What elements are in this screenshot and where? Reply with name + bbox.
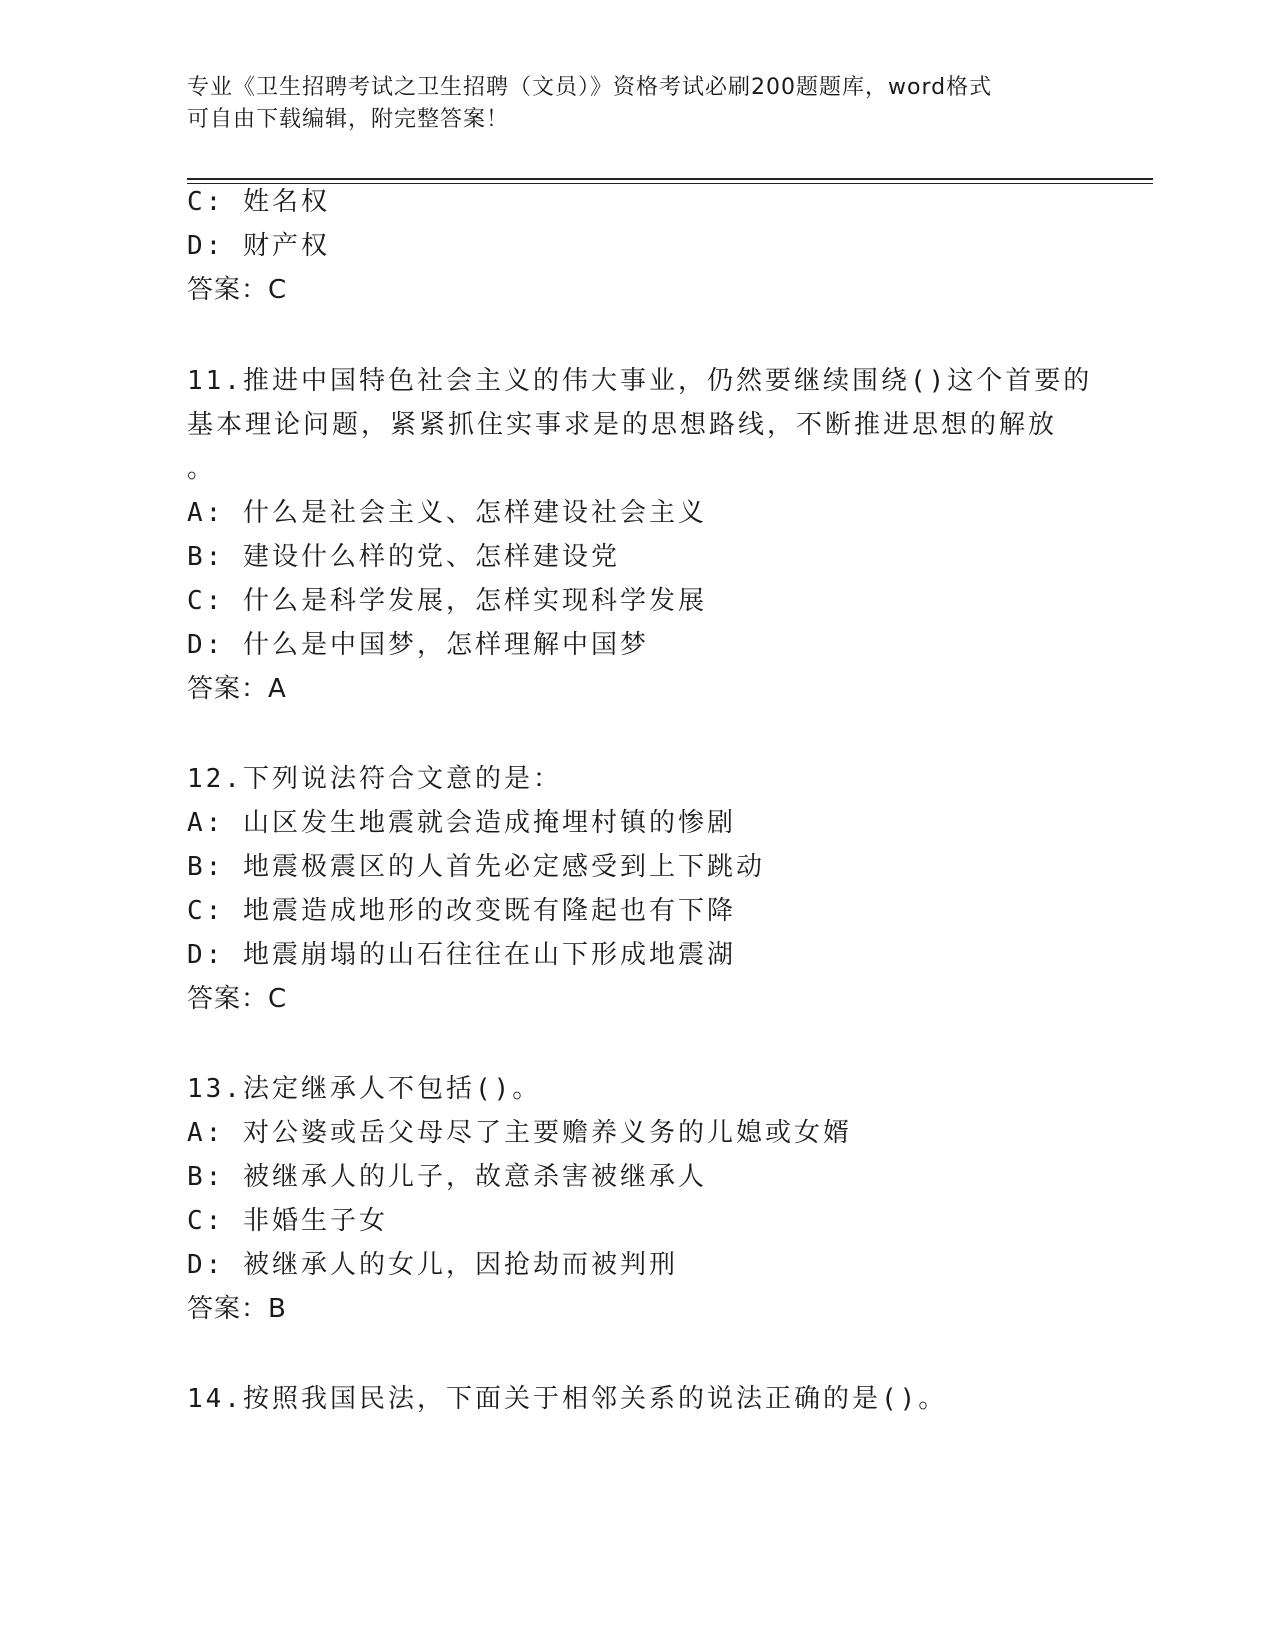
q11-stem-line-2: 基本理论问题，紧紧抓住实事求是的思想路线，不断推进思想的解放 [187,410,1058,440]
q11-answer: 答案：A [187,674,287,704]
q13-option-d: D: 被继承人的女儿，因抢劫而被判刑 [187,1250,678,1280]
q10-option-d: D: 财产权 [187,231,330,261]
q12-option-b: B: 地震极震区的人首先必定感受到上下跳动 [187,852,765,882]
q14-stem: 14.按照我国民法，下面关于相邻关系的说法正确的是()。 [187,1384,948,1414]
q11-option-b: B: 建设什么样的党、怎样建设党 [187,542,620,572]
document-header [187,72,1067,136]
q13-option-a: A: 对公婆或岳父母尽了主要赡养义务的儿媳或女婿 [187,1118,852,1148]
q13-stem: 13.法定继承人不包括()。 [187,1074,542,1104]
q12-option-d: D: 地震崩塌的山石往往在山下形成地震湖 [187,940,736,970]
q12-answer: 答案：C [187,984,288,1014]
q11-option-c: C: 什么是科学发展，怎样实现科学发展 [187,586,707,616]
header-line-1: 专业《卫生招聘考试之卫生招聘（文员）》资格考试必刷200题题库，word格式 [187,75,993,100]
q13-option-c: C: 非婚生子女 [187,1206,388,1236]
q12-stem: 12.下列说法符合文意的是： [187,764,562,794]
q10-answer: 答案：C [187,275,288,305]
q12-option-a: A: 山区发生地震就会造成掩埋村镇的惨剧 [187,808,736,838]
q11-stem-line-3: 。 [187,454,217,484]
q11-stem-line-1: 11.推进中国特色社会主义的伟大事业，仍然要继续围绕()这个首要的 [187,366,1093,396]
q13-answer: 答案：B [187,1294,287,1324]
q11-option-d: D: 什么是中国梦，怎样理解中国梦 [187,630,649,660]
q12-option-c: C: 地震造成地形的改变既有隆起也有下降 [187,896,736,926]
header-line-2: 可自由下载编辑，附完整答案！ [187,107,510,132]
header-divider-thick [187,178,1153,180]
q13-option-b: B: 被继承人的儿子，故意杀害被继承人 [187,1162,707,1192]
header-divider-thin [187,183,1153,184]
q10-option-c: C: 姓名权 [187,187,330,217]
q11-option-a: A: 什么是社会主义、怎样建设社会主义 [187,498,707,528]
